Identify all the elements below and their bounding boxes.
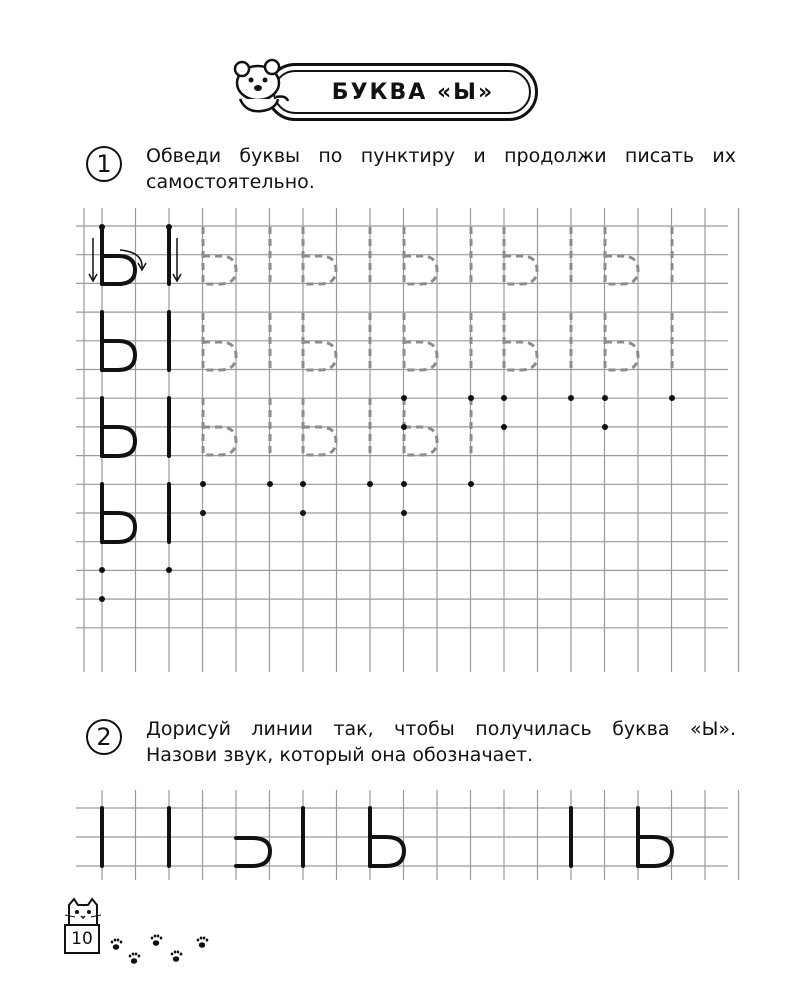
start-dot <box>669 395 675 401</box>
task-1-number-text: 1 <box>96 150 112 178</box>
start-dot <box>401 424 407 430</box>
task-2-number-text: 2 <box>96 723 112 751</box>
start-dot <box>568 395 574 401</box>
paw-print-icon <box>151 935 163 946</box>
dashed-soft-part <box>404 313 437 370</box>
dashed-soft-part <box>203 313 236 370</box>
dashed-soft-part <box>605 227 638 284</box>
paw-print-icon <box>171 951 183 962</box>
dashed-soft-part <box>504 313 537 370</box>
dashed-soft-part <box>404 227 437 284</box>
start-dot <box>99 567 105 573</box>
dashed-soft-part <box>605 313 638 370</box>
task-1-text-line-1: Обведи буквы по пунктиру и продолжи писать их <box>146 145 736 167</box>
start-dot <box>300 481 306 487</box>
paw-print-icon <box>129 953 141 964</box>
start-dot <box>200 510 206 516</box>
paw-print-icon <box>111 939 123 950</box>
task-1-text-line-2: самостоятельно. <box>146 171 315 193</box>
page-title: БУКВА «Ы» <box>331 79 495 105</box>
dashed-soft-part <box>504 227 537 284</box>
cat-icon <box>63 897 103 927</box>
page-number: 10 <box>71 929 93 949</box>
start-dot <box>602 424 608 430</box>
dashed-soft-part <box>203 227 236 284</box>
start-dot <box>468 395 474 401</box>
start-dot <box>267 481 273 487</box>
start-dot <box>367 481 373 487</box>
task-2-text-line-2: Назови звук, который она обозначает. <box>146 744 534 766</box>
start-dot <box>401 481 407 487</box>
page-number-box <box>64 924 100 954</box>
start-dot <box>300 510 306 516</box>
start-dot <box>602 395 608 401</box>
task-2-text-line-1: Дорисуй линии так, чтобы получилась буква «Ы». <box>146 718 736 740</box>
start-dot <box>501 424 507 430</box>
paw-print-icon <box>197 937 209 948</box>
start-dot <box>501 395 507 401</box>
paw-prints <box>106 932 216 972</box>
start-dot <box>468 481 474 487</box>
dashed-soft-part <box>303 313 336 370</box>
start-dot <box>200 481 206 487</box>
start-dot <box>401 395 407 401</box>
start-dot <box>99 596 105 602</box>
start-dot <box>401 510 407 516</box>
dashed-soft-part <box>303 227 336 284</box>
start-dot <box>166 567 172 573</box>
